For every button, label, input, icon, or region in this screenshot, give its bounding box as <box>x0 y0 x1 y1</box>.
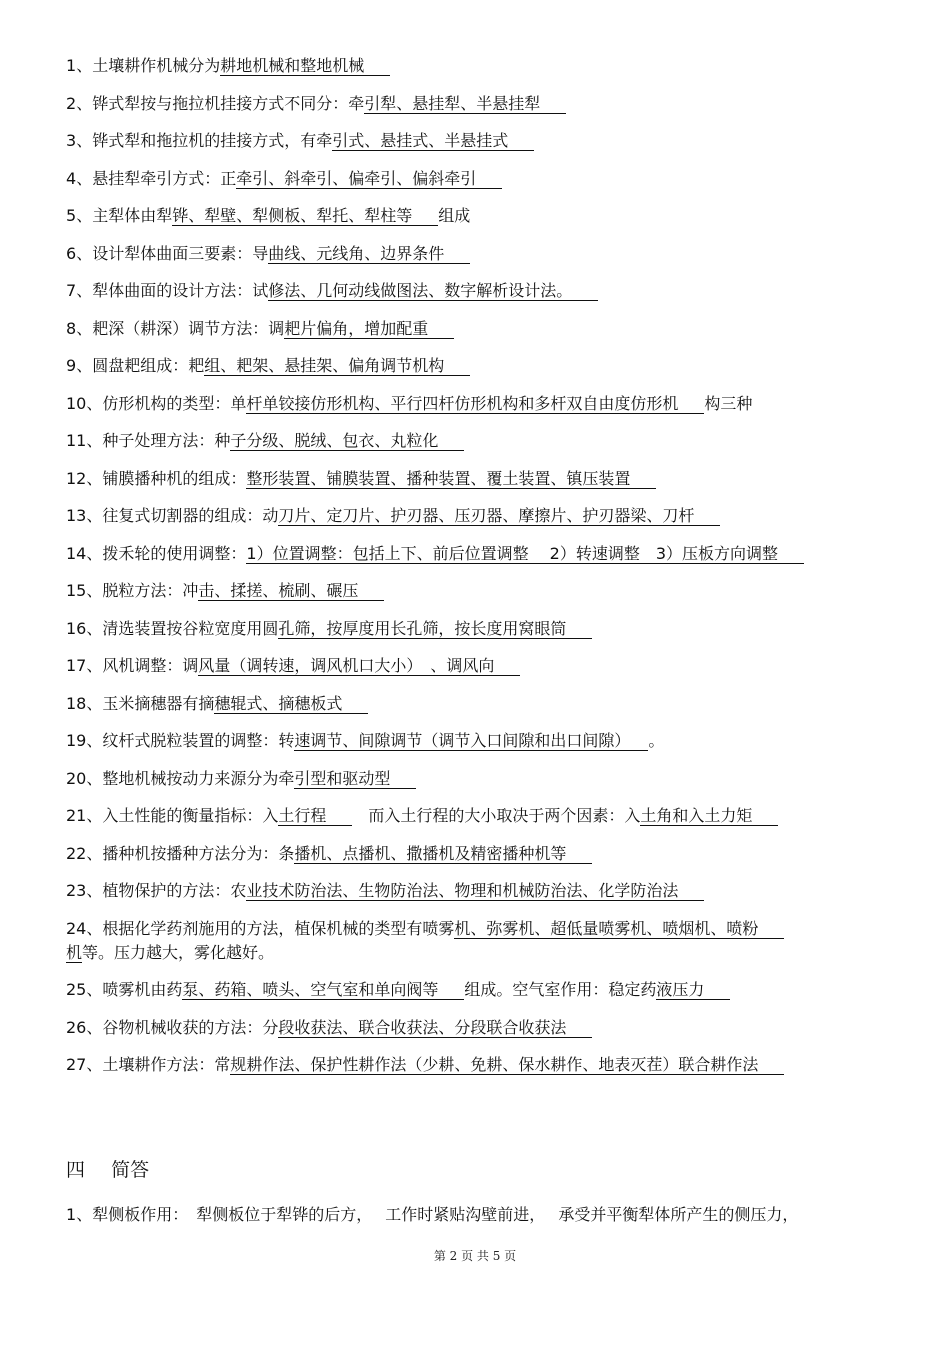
answer-blank: 耕地机械和整地机械 <box>220 56 390 76</box>
question-number: 3 <box>66 131 77 150</box>
question-text: 玉米摘穗器有摘 <box>102 693 215 713</box>
question-number: 17 <box>66 656 87 675</box>
number-separator: 、 <box>86 506 103 525</box>
question-item <box>66 767 886 791</box>
question-item <box>66 654 886 678</box>
question-number: 11 <box>66 431 87 450</box>
answer-blank: 曲线、元线角、边界条件 <box>268 244 470 264</box>
question-number: 1 <box>66 56 77 75</box>
question-item <box>66 692 886 716</box>
question-text: 仿形机构的类型：单 <box>102 393 247 413</box>
question-tail: 构三种 <box>704 393 753 413</box>
section-heading <box>66 1157 149 1183</box>
question-text: 往复式切割器的组成：动 <box>102 506 279 525</box>
answer-blank: 铧、犁壁、犁侧板、犁托、犁柱等 <box>172 206 438 226</box>
question-item <box>66 617 886 641</box>
answer-blank: 业技术防治法、生物防治法、物理和机械防治法、化学防治法 <box>246 881 704 901</box>
question-number: 26 <box>66 1017 87 1037</box>
question-number: 9 <box>66 356 77 375</box>
answer-blank: 整形装置、铺膜装置、播种装置、覆土装置、镇压装置 <box>246 469 656 489</box>
number-separator: 、 <box>76 356 93 375</box>
answer-blank: 速调节、间隙调节（调节入口间隙和出口间隙） <box>294 731 648 751</box>
answer-blank: 引式、悬挂式、半悬挂式 <box>332 131 534 151</box>
question-number: 19 <box>66 731 87 750</box>
answer-blank: 耙片偏角，增加配重 <box>284 319 454 339</box>
question-item <box>66 1053 886 1077</box>
question-item <box>66 242 886 266</box>
number-separator: 、 <box>86 543 103 563</box>
number-separator: 、 <box>76 281 93 300</box>
section-number: 四 <box>66 1159 86 1181</box>
answer-blank: 刀片、定刀片、护刃器、压刃器、摩擦片、护刃器梁、刀杆 <box>278 506 720 526</box>
page-footer: 第 2 页 共 5 页 <box>433 1249 517 1263</box>
question-text: 铧式犁和拖拉机的挂接方式，有牵 <box>92 131 333 150</box>
question-number: 10 <box>66 393 87 413</box>
question-text: 拨禾轮的使用调整： <box>102 543 247 563</box>
answer-text: 犁侧板作用： 犁侧板位于犁铧的后方， 工作时紧贴沟壁前进， 承受并平衡犁体所产生的侧压力， <box>92 1205 799 1224</box>
answer-blank: 引型和驱动型 <box>294 769 416 789</box>
number-separator: 、 <box>86 731 103 750</box>
question-number: 24 <box>66 918 87 938</box>
answer-blank: 泵、药箱、喷头、空气室和单向阀等 <box>182 980 464 1000</box>
question-item <box>66 1016 886 1040</box>
number-separator: 、 <box>76 318 93 338</box>
question-text: 圆盘耙组成：耙 <box>92 356 205 375</box>
section-title: 简答 <box>111 1159 150 1181</box>
question-number: 8 <box>66 318 77 338</box>
question-item <box>66 504 886 528</box>
answer-blank: 土行程 <box>278 806 352 826</box>
answer-blank: 规耕作法、保护性耕作法（少耕、免耕、保水耕作、地表灭茬）联合耕作法 <box>230 1055 784 1075</box>
answer-blank: 子分级、脱绒、包衣、丸粒化 <box>230 431 464 451</box>
answer-blank: 牵引、斜牵引、偏牵引、偏斜牵引 <box>236 169 502 189</box>
question-number: 6 <box>66 243 77 263</box>
question-text: 悬挂犁牵引方式：正 <box>92 168 237 188</box>
question-text: 犁体曲面的设计方法：试 <box>92 281 269 300</box>
question-number: 14 <box>66 543 87 563</box>
number-separator: 、 <box>76 206 93 225</box>
question-text: 纹杆式脱粒装置的调整：转 <box>102 731 295 750</box>
answer-continuation: 机 <box>66 942 83 962</box>
answer-blank: 修法、几何动线做图法、数字解析设计法。 <box>268 281 598 301</box>
question-item <box>66 429 886 453</box>
question-text: 根据化学药剂施用的方法，植保机械的类型有喷雾 <box>102 918 455 938</box>
number-separator: 、 <box>76 243 93 263</box>
answer-blank: 机、弥雾机、超低量喷雾机、喷烟机、喷粉 <box>454 919 784 939</box>
answer-blank: 孔筛，按厚度用长孔筛，按长度用窝眼筒 <box>278 619 592 639</box>
question-item <box>66 129 886 153</box>
answer-blank: 组、耙架、悬挂架、偏角调节机构 <box>204 356 470 376</box>
answer-blank: 引犁、悬挂犁、半悬挂犁 <box>364 94 566 114</box>
question-item <box>66 842 886 866</box>
number-separator: 、 <box>86 843 103 863</box>
question-text: 设计犁体曲面三要素：导 <box>92 243 269 263</box>
question-text: 风机调整：调 <box>102 656 199 675</box>
question-item <box>66 279 886 303</box>
question-item <box>66 92 886 116</box>
question-text: 清选装置按谷粒宽度用圆 <box>102 618 279 638</box>
question-number: 20 <box>66 768 87 788</box>
answer-blank: 杆单铰接仿形机构、平行四杆仿形机构和多杆双自由度仿形机 <box>246 394 704 414</box>
question-text: 喷雾机由药 <box>102 980 183 999</box>
question-item <box>66 317 886 341</box>
question-tail: 。 <box>648 731 665 750</box>
answer-blank-2: 液压力 <box>656 980 730 1000</box>
question-number: 22 <box>66 843 87 863</box>
question-number: 5 <box>66 206 77 225</box>
number-separator: 、 <box>86 393 103 413</box>
question-item <box>66 467 886 491</box>
question-text: 播种机按播种方法分为：条 <box>102 843 295 863</box>
question-item <box>66 204 886 228</box>
question-item <box>66 354 886 378</box>
number-separator: 、 <box>76 131 93 150</box>
question-text: 入土性能的衡量指标：入 <box>102 806 279 825</box>
question-text: 土壤耕作方法：常 <box>102 1055 231 1074</box>
question-item <box>66 978 886 1002</box>
number-separator: 、 <box>86 1055 103 1074</box>
answer-blank: 穗辊式、摘穗板式 <box>214 694 368 714</box>
number-separator: 、 <box>86 431 103 450</box>
question-continuation: 等。压力越大，雾化越好。 <box>82 942 275 962</box>
answer-blank: 击、揉搓、梳刷、碾压 <box>198 581 384 601</box>
question-tail: 而入土行程的大小取决于两个因素：入 <box>352 806 641 825</box>
question-text: 铧式犁按与拖拉机挂接方式不同分：牵 <box>92 93 365 113</box>
answer-blank: 1）位置调整：包括上下、前后位置调整 2）转速调整 3）压板方向调整 <box>246 544 804 564</box>
number-separator: 、 <box>86 618 103 638</box>
question-tail: 组成。空气室作用：稳定药 <box>464 980 657 999</box>
question-item <box>66 729 886 753</box>
number-separator: 、 <box>86 980 103 999</box>
number-separator: 、 <box>86 468 103 488</box>
number-separator: 、 <box>86 693 103 713</box>
fill-in-list <box>66 54 886 1091</box>
question-text: 主犁体由犁 <box>92 206 173 225</box>
question-number: 16 <box>66 618 87 638</box>
question-number: 21 <box>66 806 87 825</box>
question-item <box>66 804 886 828</box>
question-item <box>66 917 886 965</box>
question-item <box>66 167 886 191</box>
question-number: 4 <box>66 168 77 188</box>
question-text: 土壤耕作机械分为 <box>92 56 221 75</box>
question-text: 谷物机械收获的方法：分 <box>102 1017 279 1037</box>
question-number: 15 <box>66 581 87 600</box>
question-tail: 组成 <box>438 206 471 225</box>
number-separator: 、 <box>86 768 103 788</box>
question-number: 18 <box>66 693 87 713</box>
number-separator: 、 <box>76 93 93 113</box>
number-separator: 、 <box>86 656 103 675</box>
question-number: 7 <box>66 281 77 300</box>
question-text: 整地机械按动力来源分为牵 <box>102 768 295 788</box>
question-item <box>66 54 886 78</box>
question-number: 27 <box>66 1055 87 1074</box>
number-separator: 、 <box>86 581 103 600</box>
number-separator: 、 <box>86 1017 103 1037</box>
short-answer-item: 1、犁侧板作用： 犁侧板位于犁铧的后方， 工作时紧贴沟壁前进， 承受并平衡犁体所产生的侧压力， <box>66 1205 799 1224</box>
question-text: 铺膜播种机的组成： <box>102 468 247 488</box>
question-item <box>66 879 886 903</box>
question-text: 种子处理方法：种 <box>102 431 231 450</box>
answer-number: 1 <box>66 1205 77 1224</box>
question-item <box>66 579 886 603</box>
question-number: 25 <box>66 980 87 999</box>
answer-blank: 播机、点播机、撒播机及精密播种机等 <box>294 844 592 864</box>
number-separator: 、 <box>86 806 103 825</box>
number-separator: 、 <box>76 56 93 75</box>
question-number: 2 <box>66 93 77 113</box>
answer-blank: 风量（调转速，调风机口大小） 、调风向 <box>198 656 520 676</box>
question-number: 13 <box>66 506 87 525</box>
number-separator: 、 <box>86 881 103 900</box>
question-item <box>66 542 886 566</box>
answer-blank: 段收获法、联合收获法、分段联合收获法 <box>278 1018 592 1038</box>
question-text: 植物保护的方法：农 <box>102 881 247 900</box>
question-text: 耙深（耕深）调节方法：调 <box>92 318 285 338</box>
question-text: 脱粒方法：冲 <box>102 581 199 600</box>
answer-blank-2: 土角和入土力矩 <box>640 806 778 826</box>
number-separator: 、 <box>76 168 93 188</box>
question-number: 23 <box>66 881 87 900</box>
question-number: 12 <box>66 468 87 488</box>
question-item <box>66 392 886 416</box>
number-separator: 、 <box>86 918 103 938</box>
